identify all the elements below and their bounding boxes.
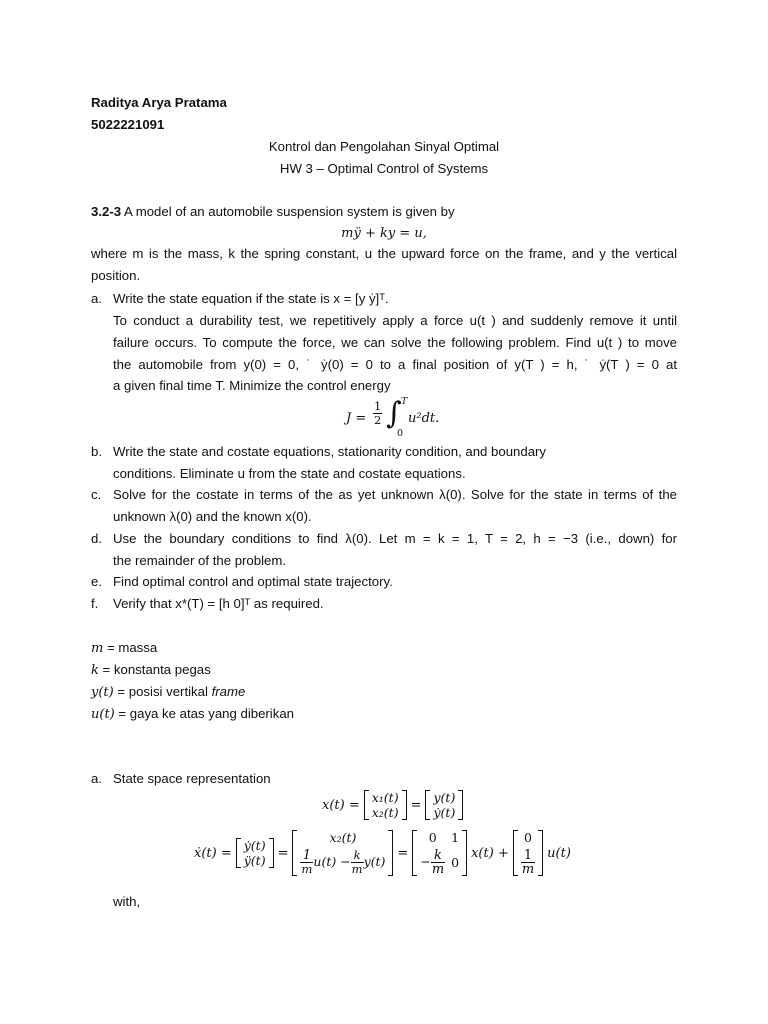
output-vector-matrix bbox=[425, 790, 463, 820]
definition-symbol: y(t) bbox=[91, 685, 114, 700]
item-d-label: d. bbox=[91, 531, 102, 546]
item-c-label: c. bbox=[91, 487, 102, 502]
fraction-numerator: k bbox=[431, 849, 445, 863]
matrix-entry: x₁(t) bbox=[371, 790, 399, 805]
answer-a-title: State space representation bbox=[113, 771, 271, 786]
fraction-denominator: m bbox=[431, 862, 445, 877]
b-matrix bbox=[513, 830, 543, 876]
state-vector-matrix bbox=[364, 790, 407, 820]
definition-vertical-position bbox=[91, 683, 245, 702]
cost-integrand: u²dt. bbox=[408, 411, 440, 426]
item-b-line1: Write the state and costate equations, stationarity condition, and boundary bbox=[113, 444, 547, 459]
problem-intro bbox=[91, 203, 455, 221]
state-derivative-lhs: ẋ(t) = bbox=[194, 845, 232, 861]
item-f-label: f. bbox=[91, 596, 99, 611]
item-a-text: Write the state equation if the state is x = [y ẏ]ᵀ. bbox=[113, 291, 389, 306]
item-e-label: e. bbox=[91, 574, 102, 589]
student-id: 5022221091 bbox=[91, 117, 165, 132]
matrix-entry: y(t) bbox=[363, 854, 386, 869]
problem-description-line2: position. bbox=[91, 268, 141, 283]
definition-symbol: k bbox=[91, 663, 99, 678]
definition-text: = konstanta pegas bbox=[98, 662, 211, 677]
item-a-paragraph-line4: a given final time T. Minimize the control energy bbox=[113, 378, 391, 393]
matrix-entry: 0 bbox=[524, 830, 532, 845]
matrix-entry: ẏ(t) bbox=[433, 805, 456, 820]
cost-half-fraction bbox=[373, 400, 382, 427]
input-term: u(t) bbox=[547, 845, 571, 861]
with-text: with, bbox=[113, 894, 141, 909]
integral-sign: ∫ bbox=[386, 396, 402, 431]
definition-frame-word: frame bbox=[211, 684, 246, 699]
matrix-entry: x₂(t) bbox=[371, 805, 399, 820]
course-title: Kontrol dan Pengolahan Sinyal Optimal bbox=[268, 139, 500, 154]
matrix-entry: 0 bbox=[428, 830, 437, 845]
integral-upper: T bbox=[401, 396, 408, 407]
cost-half-denominator: 2 bbox=[374, 413, 382, 427]
item-e-text: Find optimal control and optimal state trajectory. bbox=[113, 574, 393, 589]
definition-force bbox=[91, 705, 294, 724]
definition-text: = posisi vertikal bbox=[113, 684, 212, 699]
author-name: Raditya Arya Pratama bbox=[91, 95, 227, 110]
fraction-numerator: k bbox=[351, 849, 364, 863]
fraction-denominator: m bbox=[521, 862, 535, 877]
integral-lower: 0 bbox=[397, 428, 404, 439]
equals-sign: = bbox=[277, 845, 289, 861]
dynamics-matrix bbox=[292, 830, 393, 876]
state-vector-equation bbox=[318, 790, 463, 820]
problem-description-line1: where m is the mass, k the spring constant, u the upward force on the frame, and y the vertical bbox=[91, 246, 677, 261]
answer-a-label: a. bbox=[91, 771, 102, 786]
suspension-equation: mÿ + ky = u, bbox=[341, 226, 427, 241]
matrix-entry: 1 bbox=[451, 830, 460, 845]
item-a-paragraph-line1: To conduct a durability test, we repetitively apply a force u(t ) and suddenly remove it until bbox=[113, 313, 677, 328]
cost-half-numerator: 1 bbox=[374, 399, 382, 413]
state-term: x(t) + bbox=[471, 845, 509, 861]
definition-mass bbox=[91, 639, 157, 658]
matrix-entry: y(t) bbox=[433, 790, 456, 805]
state-vector-lhs: x(t) = bbox=[322, 797, 360, 813]
homework-title: HW 3 – Optimal Control of Systems bbox=[279, 161, 489, 176]
definition-text: = gaya ke atas yang diberikan bbox=[114, 706, 294, 721]
minus-sign: − bbox=[420, 854, 431, 869]
equals-sign: = bbox=[397, 845, 409, 861]
equals-sign: = bbox=[410, 797, 422, 813]
item-d-line1: Use the boundary conditions to find λ(0). Let m = k = 1, T = 2, h = −3 (i.e., down) for bbox=[113, 531, 677, 546]
state-derivative-equation bbox=[190, 830, 575, 876]
item-f-text: Verify that x*(T) = [h 0]ᵀ as required. bbox=[113, 596, 324, 611]
a-matrix bbox=[412, 830, 467, 876]
item-b-label: b. bbox=[91, 444, 102, 459]
definition-symbol: u(t) bbox=[91, 707, 115, 722]
problem-number: 3.2-3 bbox=[91, 204, 122, 219]
matrix-entry: ÿ(t) bbox=[243, 853, 266, 868]
item-a-label: a. bbox=[91, 291, 102, 306]
definition-symbol: m bbox=[91, 641, 104, 656]
matrix-entry: ẏ(t) bbox=[243, 838, 266, 853]
fraction-denominator: m bbox=[351, 862, 363, 876]
item-a-paragraph-line2: failure occurs. To compute the force, we can solve the following problem. Find u(t ) to move bbox=[113, 335, 677, 350]
fraction-numerator: 1 bbox=[300, 849, 313, 863]
definition-text: = massa bbox=[103, 640, 158, 655]
item-a-paragraph-line3: the automobile from y(0) = 0, ˙ ẏ(0) = 0 to a final position of y(T ) = h, ˙ ẏ(T ) = 0 at bbox=[113, 357, 677, 372]
item-c-line2: unknown λ(0) and the known x(0). bbox=[113, 509, 312, 524]
item-c-line1: Solve for the costate in terms of the as yet unknown λ(0). Solve for the state in terms of the bbox=[113, 487, 677, 502]
fraction-numerator: 1 bbox=[521, 849, 535, 863]
matrix-entry: 0 bbox=[451, 855, 460, 870]
cost-j: J = bbox=[346, 411, 367, 426]
problem-intro-text: A model of an automobile suspension system is given by bbox=[124, 204, 455, 219]
derivative-vector-matrix bbox=[236, 838, 274, 868]
item-b-line2: conditions. Eliminate u from the state and costate equations. bbox=[113, 466, 466, 481]
definition-spring-constant bbox=[91, 661, 211, 680]
fraction-denominator: m bbox=[301, 862, 313, 876]
matrix-entry: u(t) − bbox=[313, 854, 351, 869]
matrix-entry: x₂(t) bbox=[329, 830, 357, 845]
item-d-line2: the remainder of the problem. bbox=[113, 553, 286, 568]
